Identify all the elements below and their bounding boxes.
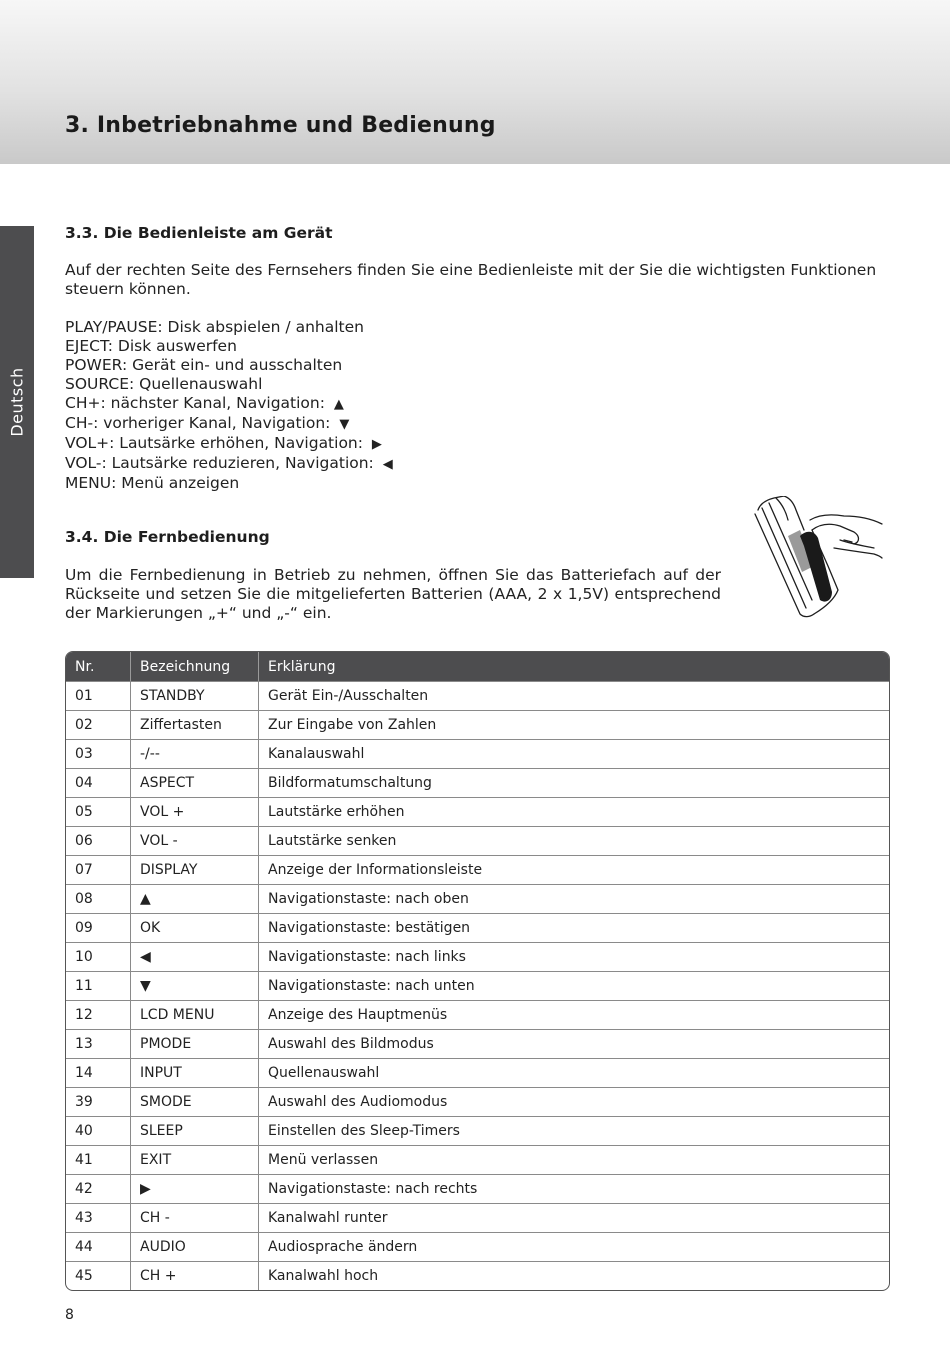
table-cell-number: 13 bbox=[66, 1030, 131, 1058]
table-cell-number: 14 bbox=[66, 1059, 131, 1087]
table-cell-description: Quellenauswahl bbox=[268, 1065, 380, 1081]
table-cell-description: Zur Eingabe von Zahlen bbox=[268, 717, 437, 733]
table-cell-description: Navigationstaste: nach links bbox=[268, 949, 466, 965]
table-cell-number: 02 bbox=[66, 711, 131, 739]
table-cell-name: LCD MENU bbox=[131, 1001, 259, 1029]
table-cell-name: EXIT bbox=[131, 1146, 259, 1174]
table-cell-name: -/-- bbox=[131, 740, 259, 768]
section-heading-3-4: 3.4. Die Fernbedienung bbox=[65, 528, 270, 546]
table-cell-name: CH - bbox=[131, 1204, 259, 1232]
table-row bbox=[66, 768, 889, 797]
table-row bbox=[66, 1000, 889, 1029]
table-cell-description: Kanalwahl hoch bbox=[268, 1268, 379, 1284]
control-list-item bbox=[65, 394, 393, 414]
table-cell-number: 40 bbox=[66, 1117, 131, 1145]
table-cell-name: Ziffertasten bbox=[131, 711, 259, 739]
table-cell-name: AUDIO bbox=[131, 1233, 259, 1261]
table-row bbox=[66, 826, 889, 855]
control-list-item bbox=[65, 474, 393, 493]
table-cell-number: 09 bbox=[66, 914, 131, 942]
table-row bbox=[66, 1087, 889, 1116]
control-list-item bbox=[65, 454, 393, 474]
navigation-arrow-icon: ◀ bbox=[382, 457, 393, 472]
table-cell-name: OK bbox=[131, 914, 259, 942]
control-item-text: MENU: Menü anzeigen bbox=[65, 474, 240, 492]
control-list-item bbox=[65, 337, 393, 356]
section-3-3-intro: Auf der rechten Seite des Fernsehers finden Sie eine Bedienleiste mit der Sie die wichtigsten Funktionen steuern können. bbox=[65, 261, 877, 298]
table-cell-number: 07 bbox=[66, 856, 131, 884]
table-row bbox=[66, 739, 889, 768]
table-header-cell: Erklärung bbox=[268, 658, 336, 675]
table-cell-number: 08 bbox=[66, 885, 131, 913]
table-row bbox=[66, 942, 889, 971]
section-3-4-intro: Um die Fernbedienung in Betrieb zu nehmen, öffnen Sie das Batteriefach auf der Rückseite und setzen Sie die mitgelieferten Batterien (AAA, 2 x 1,5V) entsprechend der Markierungen „+“ und „-“ ein. bbox=[65, 566, 721, 622]
table-cell-description: Auswahl des Audiomodus bbox=[268, 1094, 448, 1110]
table-cell-number: 11 bbox=[66, 972, 131, 1000]
table-cell-name: ▶ bbox=[131, 1175, 259, 1203]
table-cell-description: Navigationstaste: nach oben bbox=[268, 891, 469, 907]
table-cell-number: 06 bbox=[66, 827, 131, 855]
table-cell-description: Einstellen des Sleep-Timers bbox=[268, 1123, 460, 1139]
table-cell-name: ▲ bbox=[131, 885, 259, 913]
table-row bbox=[66, 710, 889, 739]
control-list-item bbox=[65, 375, 393, 394]
table-cell-number: 41 bbox=[66, 1146, 131, 1174]
table-cell-number: 10 bbox=[66, 943, 131, 971]
table-row bbox=[66, 681, 889, 710]
control-item-text: CH-: vorheriger Kanal, Navigation: bbox=[65, 414, 331, 432]
table-cell-description: Auswahl des Bildmodus bbox=[268, 1036, 434, 1052]
control-item-text: PLAY/PAUSE: Disk abspielen / anhalten bbox=[65, 318, 364, 336]
table-cell-number: 42 bbox=[66, 1175, 131, 1203]
table-cell-name: DISPLAY bbox=[131, 856, 259, 884]
control-item-text: VOL+: Lautsärke erhöhen, Navigation: bbox=[65, 434, 363, 452]
navigation-arrow-icon: ▶ bbox=[371, 437, 382, 452]
table-header-cell: Nr. bbox=[66, 652, 131, 681]
table-cell-name: VOL - bbox=[131, 827, 259, 855]
table-cell-description: Navigationstaste: nach rechts bbox=[268, 1181, 478, 1197]
control-list-item bbox=[65, 356, 393, 375]
table-cell-description: Gerät Ein-/Ausschalten bbox=[268, 688, 429, 704]
control-item-text: EJECT: Disk auswerfen bbox=[65, 337, 237, 355]
table-row bbox=[66, 1058, 889, 1087]
navigation-arrow-icon: ▲ bbox=[333, 397, 344, 412]
table-row bbox=[66, 1203, 889, 1232]
table-cell-description: Anzeige der Informationsleiste bbox=[268, 862, 483, 878]
table-row bbox=[66, 1174, 889, 1203]
table-cell-name: STANDBY bbox=[131, 682, 259, 710]
table-row bbox=[66, 855, 889, 884]
control-item-text: SOURCE: Quellenauswahl bbox=[65, 375, 263, 393]
table-cell-number: 05 bbox=[66, 798, 131, 826]
table-row bbox=[66, 913, 889, 942]
table-cell-description: Bildformatumschaltung bbox=[268, 775, 432, 791]
table-cell-name: ◀ bbox=[131, 943, 259, 971]
table-cell-name: SMODE bbox=[131, 1088, 259, 1116]
control-list-item bbox=[65, 414, 393, 434]
table-row bbox=[66, 884, 889, 913]
table-cell-description: Audiosprache ändern bbox=[268, 1239, 418, 1255]
table-cell-name: CH + bbox=[131, 1262, 259, 1290]
table-row bbox=[66, 1116, 889, 1145]
table-cell-number: 43 bbox=[66, 1204, 131, 1232]
control-list-item bbox=[65, 434, 393, 454]
page-number: 8 bbox=[65, 1307, 74, 1323]
table-row bbox=[66, 971, 889, 1000]
table-cell-number: 04 bbox=[66, 769, 131, 797]
table-cell-name: SLEEP bbox=[131, 1117, 259, 1145]
table-cell-number: 44 bbox=[66, 1233, 131, 1261]
table-row bbox=[66, 1145, 889, 1174]
table-cell-number: 01 bbox=[66, 682, 131, 710]
side-tab-label: Deutsch bbox=[7, 367, 27, 437]
table-cell-description: Kanalauswahl bbox=[268, 746, 365, 762]
table-cell-number: 45 bbox=[66, 1262, 131, 1290]
table-cell-description: Navigationstaste: bestätigen bbox=[268, 920, 471, 936]
table-cell-name: ASPECT bbox=[131, 769, 259, 797]
control-item-text: POWER: Gerät ein- und ausschalten bbox=[65, 356, 343, 374]
table-row bbox=[66, 1261, 889, 1290]
table-cell-name: ▼ bbox=[131, 972, 259, 1000]
remote-battery-hand-icon bbox=[748, 496, 890, 618]
table-cell-description: Anzeige des Hauptmenüs bbox=[268, 1007, 448, 1023]
table-row bbox=[66, 1232, 889, 1261]
section-heading-3-3: 3.3. Die Bedienleiste am Gerät bbox=[65, 224, 333, 242]
remote-legend-table bbox=[65, 651, 890, 1291]
table-cell-description: Lautstärke erhöhen bbox=[268, 804, 405, 820]
table-cell-number: 03 bbox=[66, 740, 131, 768]
control-item-text: VOL-: Lautsärke reduzieren, Navigation: bbox=[65, 454, 374, 472]
navigation-arrow-icon: ▼ bbox=[339, 417, 350, 432]
control-item-text: CH+: nächster Kanal, Navigation: bbox=[65, 394, 325, 412]
control-list bbox=[65, 318, 393, 493]
table-cell-number: 39 bbox=[66, 1088, 131, 1116]
table-cell-description: Navigationstaste: nach unten bbox=[268, 978, 475, 994]
table-header-cell: Bezeichnung bbox=[131, 652, 259, 681]
table-cell-number: 12 bbox=[66, 1001, 131, 1029]
table-row bbox=[66, 797, 889, 826]
chapter-title: 3. Inbetriebnahme und Bedienung bbox=[65, 113, 496, 138]
table-cell-name: VOL + bbox=[131, 798, 259, 826]
table-row bbox=[66, 1029, 889, 1058]
table-cell-description: Lautstärke senken bbox=[268, 833, 397, 849]
control-list-item bbox=[65, 318, 393, 337]
table-header-row bbox=[66, 652, 889, 681]
table-cell-description: Kanalwahl runter bbox=[268, 1210, 388, 1226]
table-cell-name: PMODE bbox=[131, 1030, 259, 1058]
table-cell-name: INPUT bbox=[131, 1059, 259, 1087]
header-band bbox=[0, 0, 950, 164]
table-cell-description: Menü verlassen bbox=[268, 1152, 379, 1168]
